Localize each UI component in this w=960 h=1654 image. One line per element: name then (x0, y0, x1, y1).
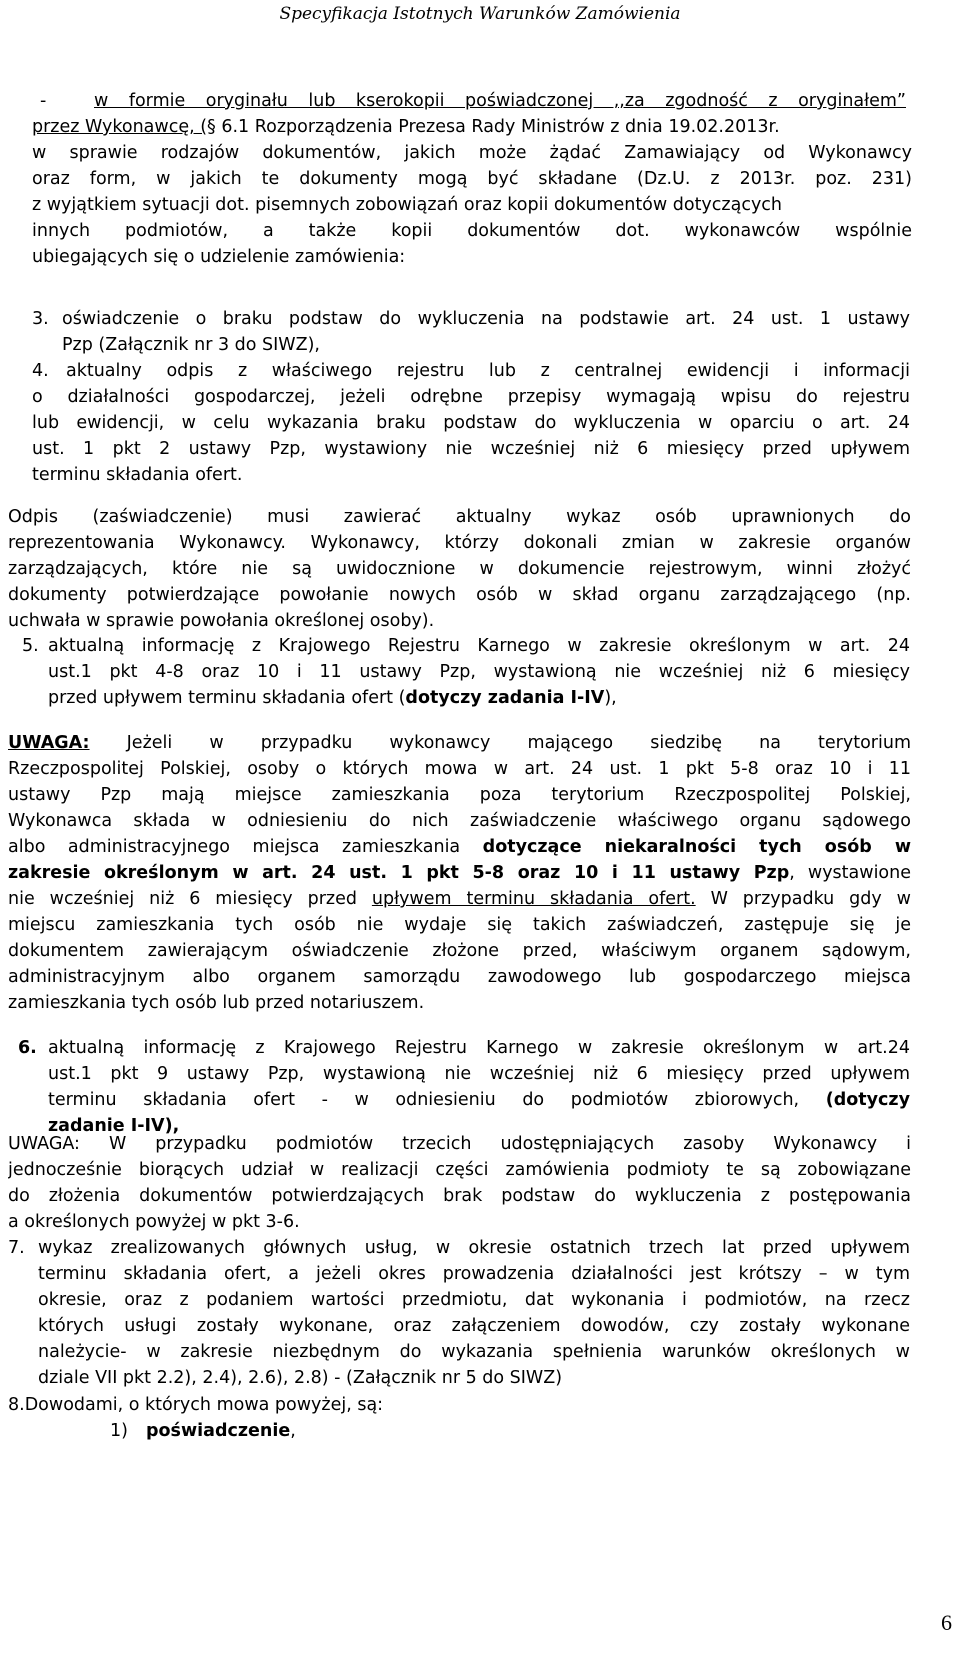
text-run: Jeżeli w przypadku wykonawcy mającego siedzibę na terytorium (89, 733, 911, 753)
paragraph-line (48, 685, 617, 711)
paragraph-line: uchwała w sprawie powołania określonej osoby). (8, 611, 435, 631)
text-run: z wyjątkiem sytuacji dot. (32, 195, 250, 215)
bold-text: dotyczące niekaralności tych osób w (482, 837, 911, 857)
paragraph-line (48, 1087, 910, 1113)
text-run: , wystawione (789, 863, 911, 883)
text-run: albo administracyjnego miejsca zamieszkania (8, 837, 483, 857)
paragraph-line: wykaz zrealizowanych głównych usług, w okresie ostatnich trzech lat przed upływem (38, 1238, 910, 1258)
paragraph-line: ubiegających się o udzielenie zamówienia: (32, 247, 406, 267)
running-header: Specyfikacja Istotnych Warunków Zamówienia (279, 4, 681, 24)
paragraph-line: aktualną informację z Krajowego Rejestru Karnego w zakresie określonym w art.24 (48, 1038, 910, 1058)
text-run: ), (604, 688, 617, 708)
text-run: pisemnych zobowiązań oraz kopii dokumentów dotyczących (255, 195, 783, 215)
paragraph-line: ustawy Pzp mają miejsce zamieszkania poza terytorium Rzeczpospolitej Polskiej, (8, 785, 911, 805)
paragraph-line: oświadczenie o braku podstaw do wykluczenia na podstawie art. 24 ust. 1 ustawy (62, 309, 910, 329)
paragraph-line: jednocześnie biorących udział w realizacji części zamówienia podmioty te są zobowiązane (8, 1160, 911, 1180)
paragraph-line: UWAGA: W przypadku podmiotów trzecich udostępniających zasoby Wykonawcy i (8, 1134, 911, 1154)
dash-marker: - (40, 91, 47, 111)
paragraph-line: administracyjnym albo organem samorządu zawodowego lub gospodarczego miejsca (8, 967, 911, 987)
paragraph-line: o działalności gospodarczej, jeżeli odrębne przepisy wymagają wpisu do rejestru (32, 387, 910, 407)
bold-text: (dotyczy (825, 1090, 910, 1110)
paragraph-line: oraz form, w jakich te dokumenty mogą być składane (Dz.U. z 2013r. poz. 231) (32, 169, 912, 189)
paragraph-line (8, 886, 911, 912)
item-number: 7. (8, 1238, 25, 1258)
paragraph-line (32, 114, 912, 140)
text-run: , (290, 1421, 296, 1441)
text-run: nie wcześniej niż 6 miesięcy przed (8, 889, 372, 909)
paragraph-line: zamieszkania tych osób lub przed notariuszem. (8, 993, 425, 1013)
paragraph-line (8, 860, 911, 886)
item-number: 6. (18, 1038, 37, 1058)
paragraph-line: Wykonawca składa w odniesieniu do nich zaświadczenie właściwego organu sądowego (8, 811, 911, 831)
paragraph-line: terminu składania ofert, a jeżeli okres prowadzenia działalności jest krótszy – w tym (38, 1264, 910, 1284)
paragraph-line: ust. 1 pkt 2 ustawy Pzp, wystawiony nie wcześniej niż 6 miesięcy przed upływem (32, 439, 910, 459)
paragraph-line (32, 192, 912, 218)
paragraph-line: okresie, oraz z podaniem wartości przedmiotu, dat wykonania i podmiotów, na rzecz (38, 1290, 910, 1310)
paragraph-line: dokumenty potwierdzające powołanie nowych osób w skład organu zarządzającego (np. (8, 585, 911, 605)
bold-text: zakresie określonym w art. 24 ust. 1 pkt 5-8 oraz 10 i 11 ustawy Pzp (8, 863, 790, 883)
paragraph-line: miejscu zamieszkania tych osób nie wydaje się takich zaświadczeń, zastępuje się je (8, 915, 911, 935)
paragraph-line: 8.Dowodami, o których mowa powyżej, są: (8, 1395, 384, 1415)
item-number: 4. (32, 361, 49, 381)
paragraph-line: ust.1 pkt 4-8 oraz 10 i 11 ustawy Pzp, wystawioną nie wcześniej niż 6 miesięcy (48, 662, 910, 682)
paragraph-line: należycie- w zakresie niezbędnym do wykazania spełnienia warunków określonych w (38, 1342, 910, 1362)
paragraph-line: aktualną informację z Krajowego Rejestru Karnego w zakresie określonym w art. 24 (48, 636, 910, 656)
underlined-text: upływem terminu składania ofert. (371, 889, 696, 909)
paragraph-line: Pzp (Załącznik nr 3 do SIWZ), (62, 335, 320, 355)
paragraph-line: innych podmiotów, a także kopii dokumentów dot. wykonawców wspólnie (32, 221, 912, 241)
item-number: 3. (32, 309, 49, 329)
paragraph-line: do złożenia dokumentów potwierdzających brak podstaw do wykluczenia z postępowania (8, 1186, 911, 1206)
paragraph-line: Odpis (zaświadczenie) musi zawierać aktualny wykaz osób uprawnionych do (8, 507, 911, 527)
paragraph-line: lub ewidencji, w celu wykazania braku podstaw do wykluczenia w oparciu o art. 24 (32, 413, 910, 433)
underlined-text: przez Wykonawcę, ( (32, 117, 208, 137)
paragraph-line: w sprawie rodzajów dokumentów, jakich może żądać Zamawiający od Wykonawcy (32, 143, 912, 163)
sub-item-number: 1) (110, 1421, 128, 1441)
text-run: terminu składania ofert - w odniesieniu do podmiotów zbiorowych, (48, 1090, 826, 1110)
paragraph-line (8, 834, 911, 860)
paragraph-line: dokumentem zawierającym oświadczenie złożone przed, właściwym organem sądowym, (8, 941, 911, 961)
paragraph-line: aktualny odpis z właściwego rejestru lub z centralnej ewidencji i informacji (66, 361, 910, 381)
text-run: W przypadku gdy w (695, 889, 911, 909)
item-number: 5. (22, 636, 39, 656)
bold-text: zadanie I-IV), (48, 1116, 180, 1136)
paragraph-line: terminu składania ofert. (32, 465, 243, 485)
paragraph-line (8, 730, 911, 756)
bold-text: dotyczy zadania I-IV (405, 688, 605, 708)
paragraph-line: dziale VII pkt 2.2), 2.4), 2.6), 2.8) - (Załącznik nr 5 do SIWZ) (38, 1368, 563, 1388)
paragraph-line: zarządzających, które nie są uwidocznione w dokumencie rejestrowym, winni złożyć (8, 559, 911, 579)
uwaga-label: UWAGA: (8, 733, 90, 753)
paragraph-line: ust.1 pkt 9 ustawy Pzp, wystawioną nie wcześniej niż 6 miesięcy przed upływem (48, 1064, 910, 1084)
text-run: § 6.1 Rozporządzenia Prezesa Rady Ministrów z dnia 19.02.2013r. (207, 117, 780, 137)
bold-text: poświadczenie (146, 1421, 291, 1441)
page-number: 6 (941, 1610, 952, 1635)
paragraph-line: w formie oryginału lub kserokopii poświadczonej ,,za zgodność z oryginałem” (94, 91, 906, 111)
paragraph-line: a określonych powyżej w pkt 3-6. (8, 1212, 300, 1232)
paragraph-line: których usługi zostały wykonane, oraz załączeniem dowodów, czy zostały wykonane (38, 1316, 910, 1336)
paragraph-line: Rzeczpospolitej Polskiej, osoby o których mowa w art. 24 ust. 1 pkt 5-8 oraz 10 i 11 (8, 759, 911, 779)
paragraph-line: reprezentowania Wykonawcy. Wykonawcy, którzy dokonali zmian w zakresie organów (8, 533, 911, 553)
sub-item-text (146, 1418, 296, 1444)
text-run: przed upływem terminu składania ofert ( (48, 688, 406, 708)
